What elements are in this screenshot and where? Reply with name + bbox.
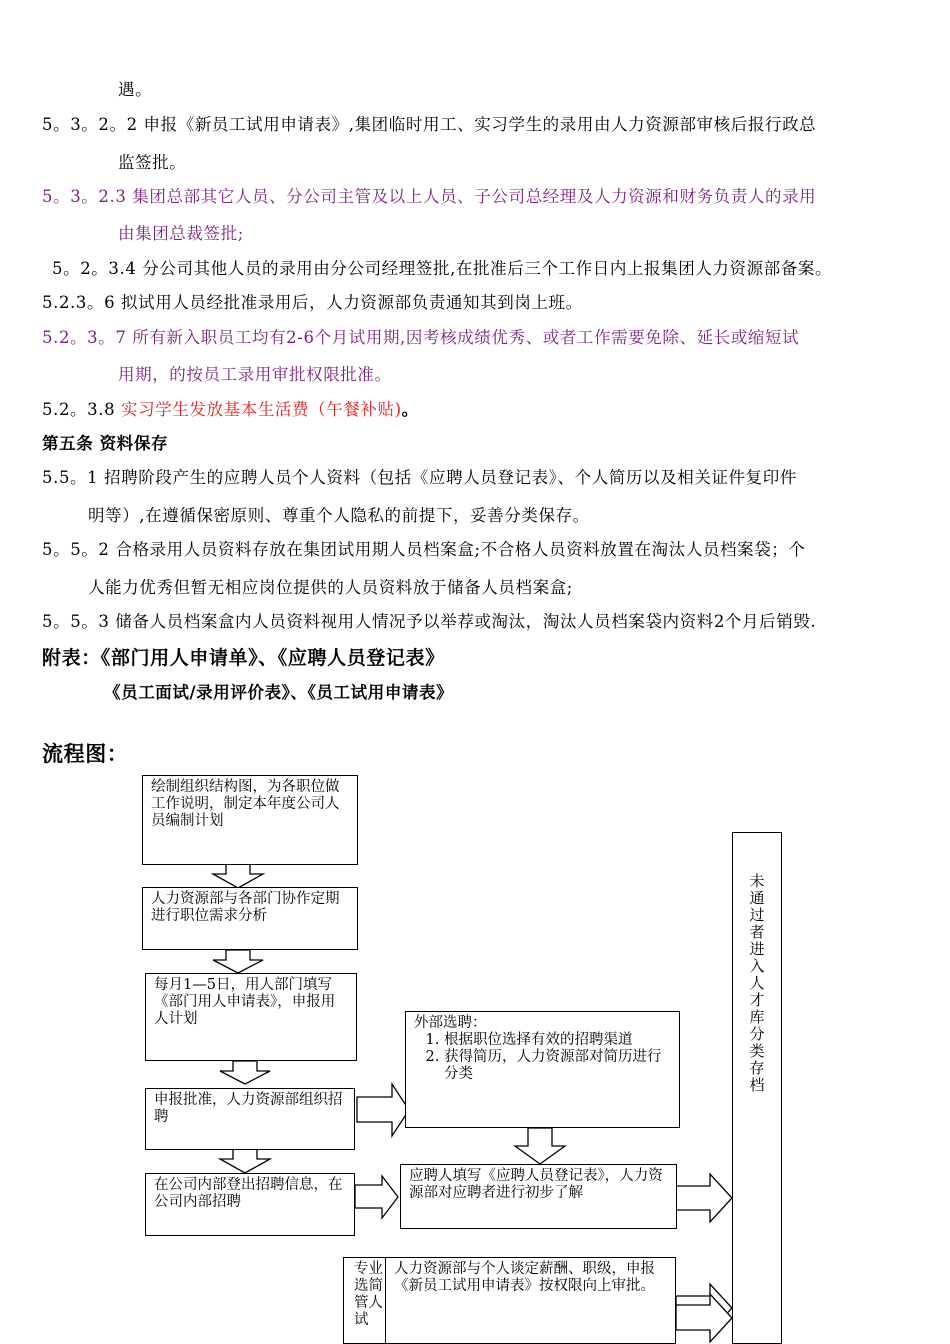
text-line: 5。3。2。2 申报《新员工试用申请表》,集团临时用工、实习学生的录用由人力资源部审核后报行政总 [42, 115, 817, 134]
external-list [414, 1032, 671, 1083]
external-item: 2. 获得简历，人力资源部对简历进行分类 [444, 1049, 671, 1083]
text-line: 5。5。3 储备人员档案盒内人员资料视用人情况予以举荐或淘汰，淘汰人员档案袋内资料2个月后销毁. [42, 612, 817, 631]
flow-box-demand-analysis: 人力资源部与各部门协作定期进行职位需求分析 [142, 887, 358, 950]
flow-box-internal-recruit: 在公司内部登出招聘信息，在公司内部招聘 [145, 1173, 355, 1236]
flow-title: 流程图： [42, 742, 129, 766]
appendix-line: 《员工面试/录用评价表》、《员工试用申请表》 [104, 683, 454, 702]
text-line: 5。5。2 合格录用人员资料存放在集团试用期人员档案盒;不合格人员资料放置在淘汰人员档案袋；个 [42, 540, 806, 559]
flow-box-org-plan: 绘制组织结构图，为各职位做工作说明，制定本年度公司人员编制计划 [142, 775, 358, 865]
text-line-highlight: 5。3。2.3 集团总部其它人员、分公司主管及以上人员、子公司总经理及人力资源和财务负责人的录用 [42, 187, 817, 206]
text-line-highlight: 5.2。3。7 所有新入职员工均有2-6个月试用期,因考核成绩优秀、或者工作需要免除、延长或缩短试 [42, 328, 800, 347]
side-archive-label: 未通过者进入人才库分类存档 [749, 872, 765, 1094]
text-prefix: 5.2。3.8 [42, 400, 122, 419]
text-line: 明等）,在遵循保密原则、尊重个人隐私的前提下，妥善分类保存。 [88, 506, 590, 525]
text-line: 遇。 [118, 80, 153, 99]
arrow-right [357, 1084, 409, 1136]
text-highlight-red: 实习学生发放基本生活费（午餐补贴) [121, 400, 402, 419]
flow-side-archive [732, 832, 782, 1344]
arrow-down [515, 1128, 565, 1164]
flow-box-negotiate: 人力资源部与个人谈定薪酬、职级，申报《新员工试用申请表》按权限向上审批。 [385, 1257, 676, 1344]
text-line: 5.5。1 招聘阶段产生的应聘人员个人资料（包括《应聘人员登记表》、个人简历以及相关证件复印件 [42, 468, 797, 487]
arrow-down [213, 864, 263, 888]
text-line: 5。2。3.4 分公司其他人员的录用由分公司经理签批,在批准后三个工作日内上报集团人力资源部备案。 [52, 259, 833, 278]
arrow-right [676, 1174, 732, 1222]
text-end: 。 [401, 400, 419, 419]
section-heading: 第五条 资料保存 [42, 434, 169, 453]
appendix-line: 附表：《部门用人申请单》、《应聘人员登记表》 [42, 647, 445, 669]
arrow-right [355, 1176, 398, 1218]
text-line: 监签批。 [118, 153, 187, 172]
text-line-highlight: 由集团总裁签批; [118, 224, 244, 243]
flow-box-approval: 申报批准，人力资源部组织招聘 [145, 1088, 355, 1150]
flow-box-partial: 专业选简管人试 [343, 1257, 390, 1344]
arrow-down [220, 1149, 270, 1173]
external-item: 1. 根据职位选择有效的招聘渠道 [444, 1032, 671, 1049]
flow-box-external [405, 1011, 680, 1128]
external-title: 外部选聘： [414, 1015, 487, 1031]
arrow-down [213, 950, 263, 973]
arrow-down [220, 1061, 270, 1084]
flow-box-applicant: 应聘人填写《应聘人员登记表》，人力资源部对应聘者进行初步了解 [400, 1164, 677, 1229]
text-line: 人能力优秀但暂无相应岗位提供的人员资料放于储备人员档案盒; [88, 578, 573, 597]
flow-box-dept-request: 每月1—5日，用人部门填写《部门用人申请表》，申报用人计划 [145, 973, 357, 1061]
text-line-highlight: 用期，的按员工录用审批权限批准。 [118, 365, 392, 384]
text-line: 5.2.3。6 拟试用人员经批准录用后，人力资源部负责通知其到岗上班。 [42, 293, 583, 312]
